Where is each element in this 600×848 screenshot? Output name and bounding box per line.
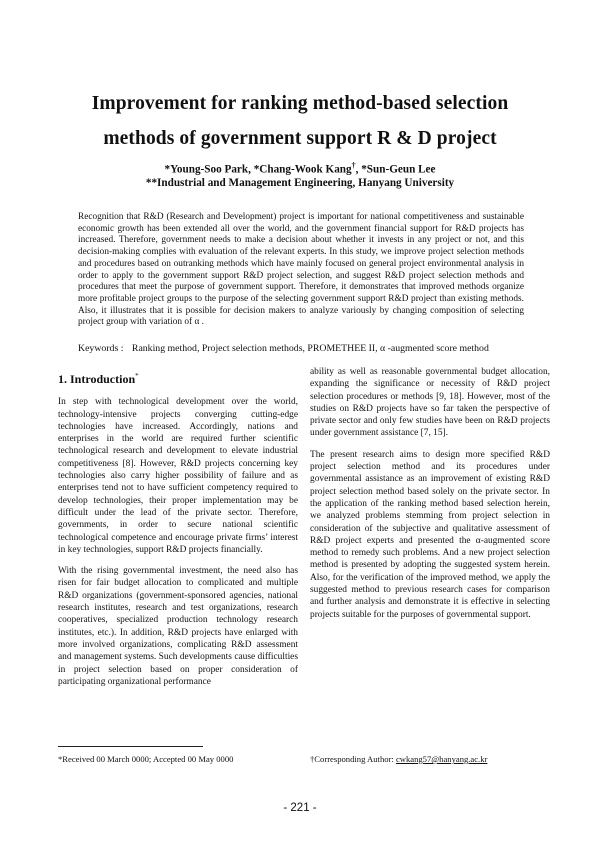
paragraph: ability as well as reasonable governmental budget allocation, expanding the significance or necessity of R&D project selection procedures or methods [9, 18]. However, most of the studies on R&D projects have so far taken the perspective of private sector and only few studies have been on R&D projects under government assistance [7, 15]. (310, 367, 550, 439)
author-affiliation: **Industrial and Management Engineering, Hanyang University (145, 177, 455, 189)
section-footnote-mark: * (135, 372, 139, 380)
keywords-label: Keywords : (78, 343, 124, 354)
paragraph: With the rising governmental investment, the need also has risen for fair budget allocation to complicated and multiple R&D organizations (government-sponsored agencies, national research institutes, research and test organizations, research cooperatives, specialized production technology research institutes, etc.). In addition, R&D projects have enlarged with more involved organizations, complicating R&D assessment and management systems. Such developments cause difficulties in project selection based on proper consideration of participating organizational performance (58, 566, 298, 687)
paper-title-line-1: Improvement for ranking method-based selection (91, 93, 509, 114)
left-column (58, 370, 298, 697)
footnote-corresponding (310, 754, 487, 764)
section-title: 1. Introduction (58, 372, 136, 386)
section-heading (58, 370, 298, 385)
email-link[interactable]: cwkang57@hanyang.ac.kr (395, 754, 488, 764)
footnote-corresponding-label: †Corresponding Author: (310, 754, 396, 764)
footnote-received: *Received 00 March 0000; Accepted 00 May 0000 (58, 754, 234, 764)
keywords-line (78, 343, 528, 354)
author-list: *Young-Soo Park, *Chang-Wook Kang (164, 163, 352, 176)
abstract: Recognition that R&D (Research and Development) project is important for national competitiveness and sustainable economic growth has been extended all over the world, and the government financial support for R&D projects has increased. Therefore, government needs to make a decision about whether it invests in any project or not, and this decision-making complies with evaluation of the relevant experts. In this study, we improve project selection methods and procedures based on outranking methods which have mainly focused on general project environmental analysis in order to apply to the government support R&D project selection, and suggest R&D project selection methods and procedures that meet the purpose of government support. Therefore, it demonstrates that improved methods organize more profitable project groups to the purpose of the selecting government support R&D project than existing methods. Also, it illustrates that it is possible for decision makers to analyze variously by changing composition of selecting project group with variation of α . (78, 212, 524, 328)
paragraph: In step with technological development over the world, technology-intensive projects converging cutting-edge technologies have increased. Accordingly, nations and enterprises in the world are required further scientific technological research and development to elevate industrial competitiveness [8]. However, R&D projects concerning key technologies also carry higher possibility of failure and as enterprises tend not to have sufficient competency required to develop technologies, their proper implementation may be difficult under the lead of the private sector. Therefore, governments, in order to secure national scientific technological competence and encourage private firms’ interest in key technologies, support R&D projects financially. (58, 397, 298, 555)
paper-title-line-2: methods of government support R & D project (103, 128, 497, 149)
author-names (40, 161, 560, 176)
footnote-divider (58, 746, 203, 747)
keywords-text: Ranking method, Project selection methods, PROMETHEE II, α -augmented score method (131, 343, 489, 354)
page-number: - 221 - (283, 802, 317, 814)
author-list-tail: , *Sun-Geun Lee (355, 163, 436, 176)
corresponding-author-mark: † (351, 161, 356, 170)
right-column (310, 366, 550, 630)
paragraph: The present research aims to design more specified R&D project selection method and its procedures under governmental assistance as an improvement of existing R&D project selection method based solely on the private sector. In the application of the ranking method based selection herein, we analyzed problems stemming from project selection in consideration of the subjective and qualitative assessment of R&D project experts and presented the α-augmented score method to remedy such problems. And a new project selection method is presented by adopting the suggested system herein. Also, for the verification of the improved method, we apply the suggested method to previous research cases for comparison and further analysis and demonstrate it is effective in selecting projects suitable for the purposes of governmental support. (310, 449, 550, 620)
